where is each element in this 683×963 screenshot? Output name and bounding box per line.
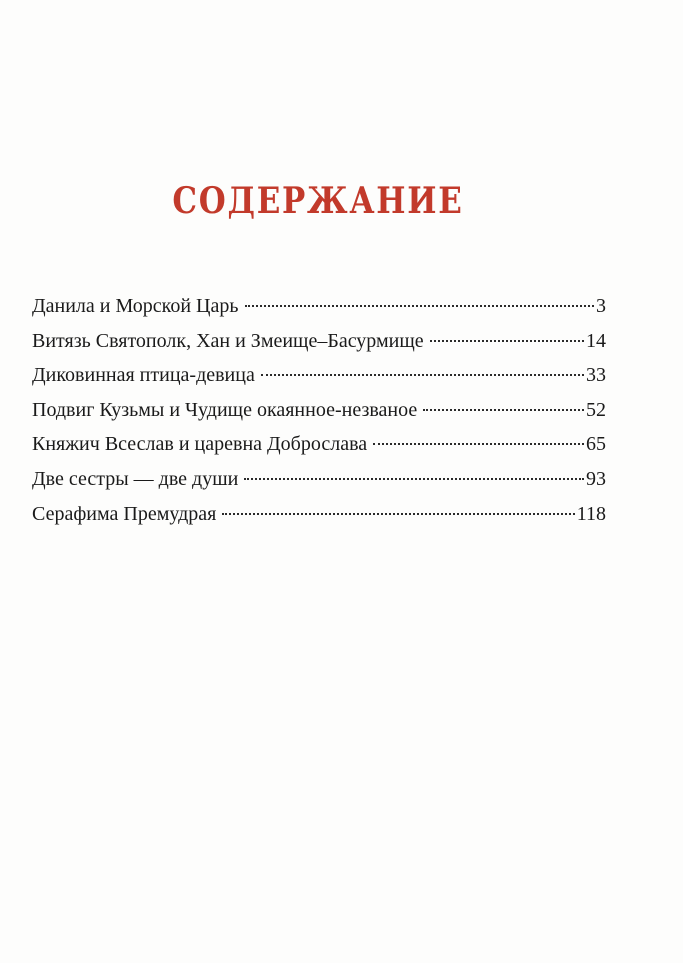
dot-leader — [373, 443, 584, 445]
toc-entry-page: 65 — [586, 433, 606, 456]
toc-entry-page: 118 — [576, 502, 606, 525]
page-title: СОДЕРЖАНИЕ — [172, 180, 464, 222]
dot-leader — [430, 340, 584, 342]
toc-entry-title: Княжич Всеслав и царевна Доброслава — [32, 433, 368, 456]
dot-leader — [222, 513, 574, 515]
toc-entry-title: Подвиг Кузьмы и Чудище окаянное-незваное — [32, 398, 418, 421]
toc-entry-title: Диковинная птица-девица — [32, 364, 255, 387]
dot-leader — [244, 478, 584, 480]
toc-entry — [32, 295, 606, 330]
toc-entry-page: 3 — [596, 295, 606, 317]
toc-entry — [32, 468, 606, 503]
toc-entry-title: Данила и Морской Царь — [32, 295, 239, 317]
toc-entry — [32, 399, 606, 434]
toc-entry-page: 33 — [586, 364, 606, 387]
toc-entry-page: 14 — [586, 329, 606, 352]
table-of-contents — [32, 295, 606, 537]
dot-leader — [423, 409, 584, 411]
toc-entry-title: Две сестры — две души — [32, 467, 239, 490]
dot-leader — [261, 374, 584, 376]
toc-entry — [32, 503, 606, 538]
toc-entry — [32, 330, 606, 365]
dot-leader — [245, 305, 595, 307]
toc-entry-title: Серафима Премудрая — [32, 502, 217, 525]
toc-entry-page: 93 — [586, 467, 606, 490]
toc-entry-page: 52 — [586, 398, 606, 421]
toc-entry — [32, 433, 606, 468]
toc-entry — [32, 364, 606, 399]
toc-entry-title: Витязь Святополк, Хан и Змеище–Басурмище — [32, 329, 424, 352]
